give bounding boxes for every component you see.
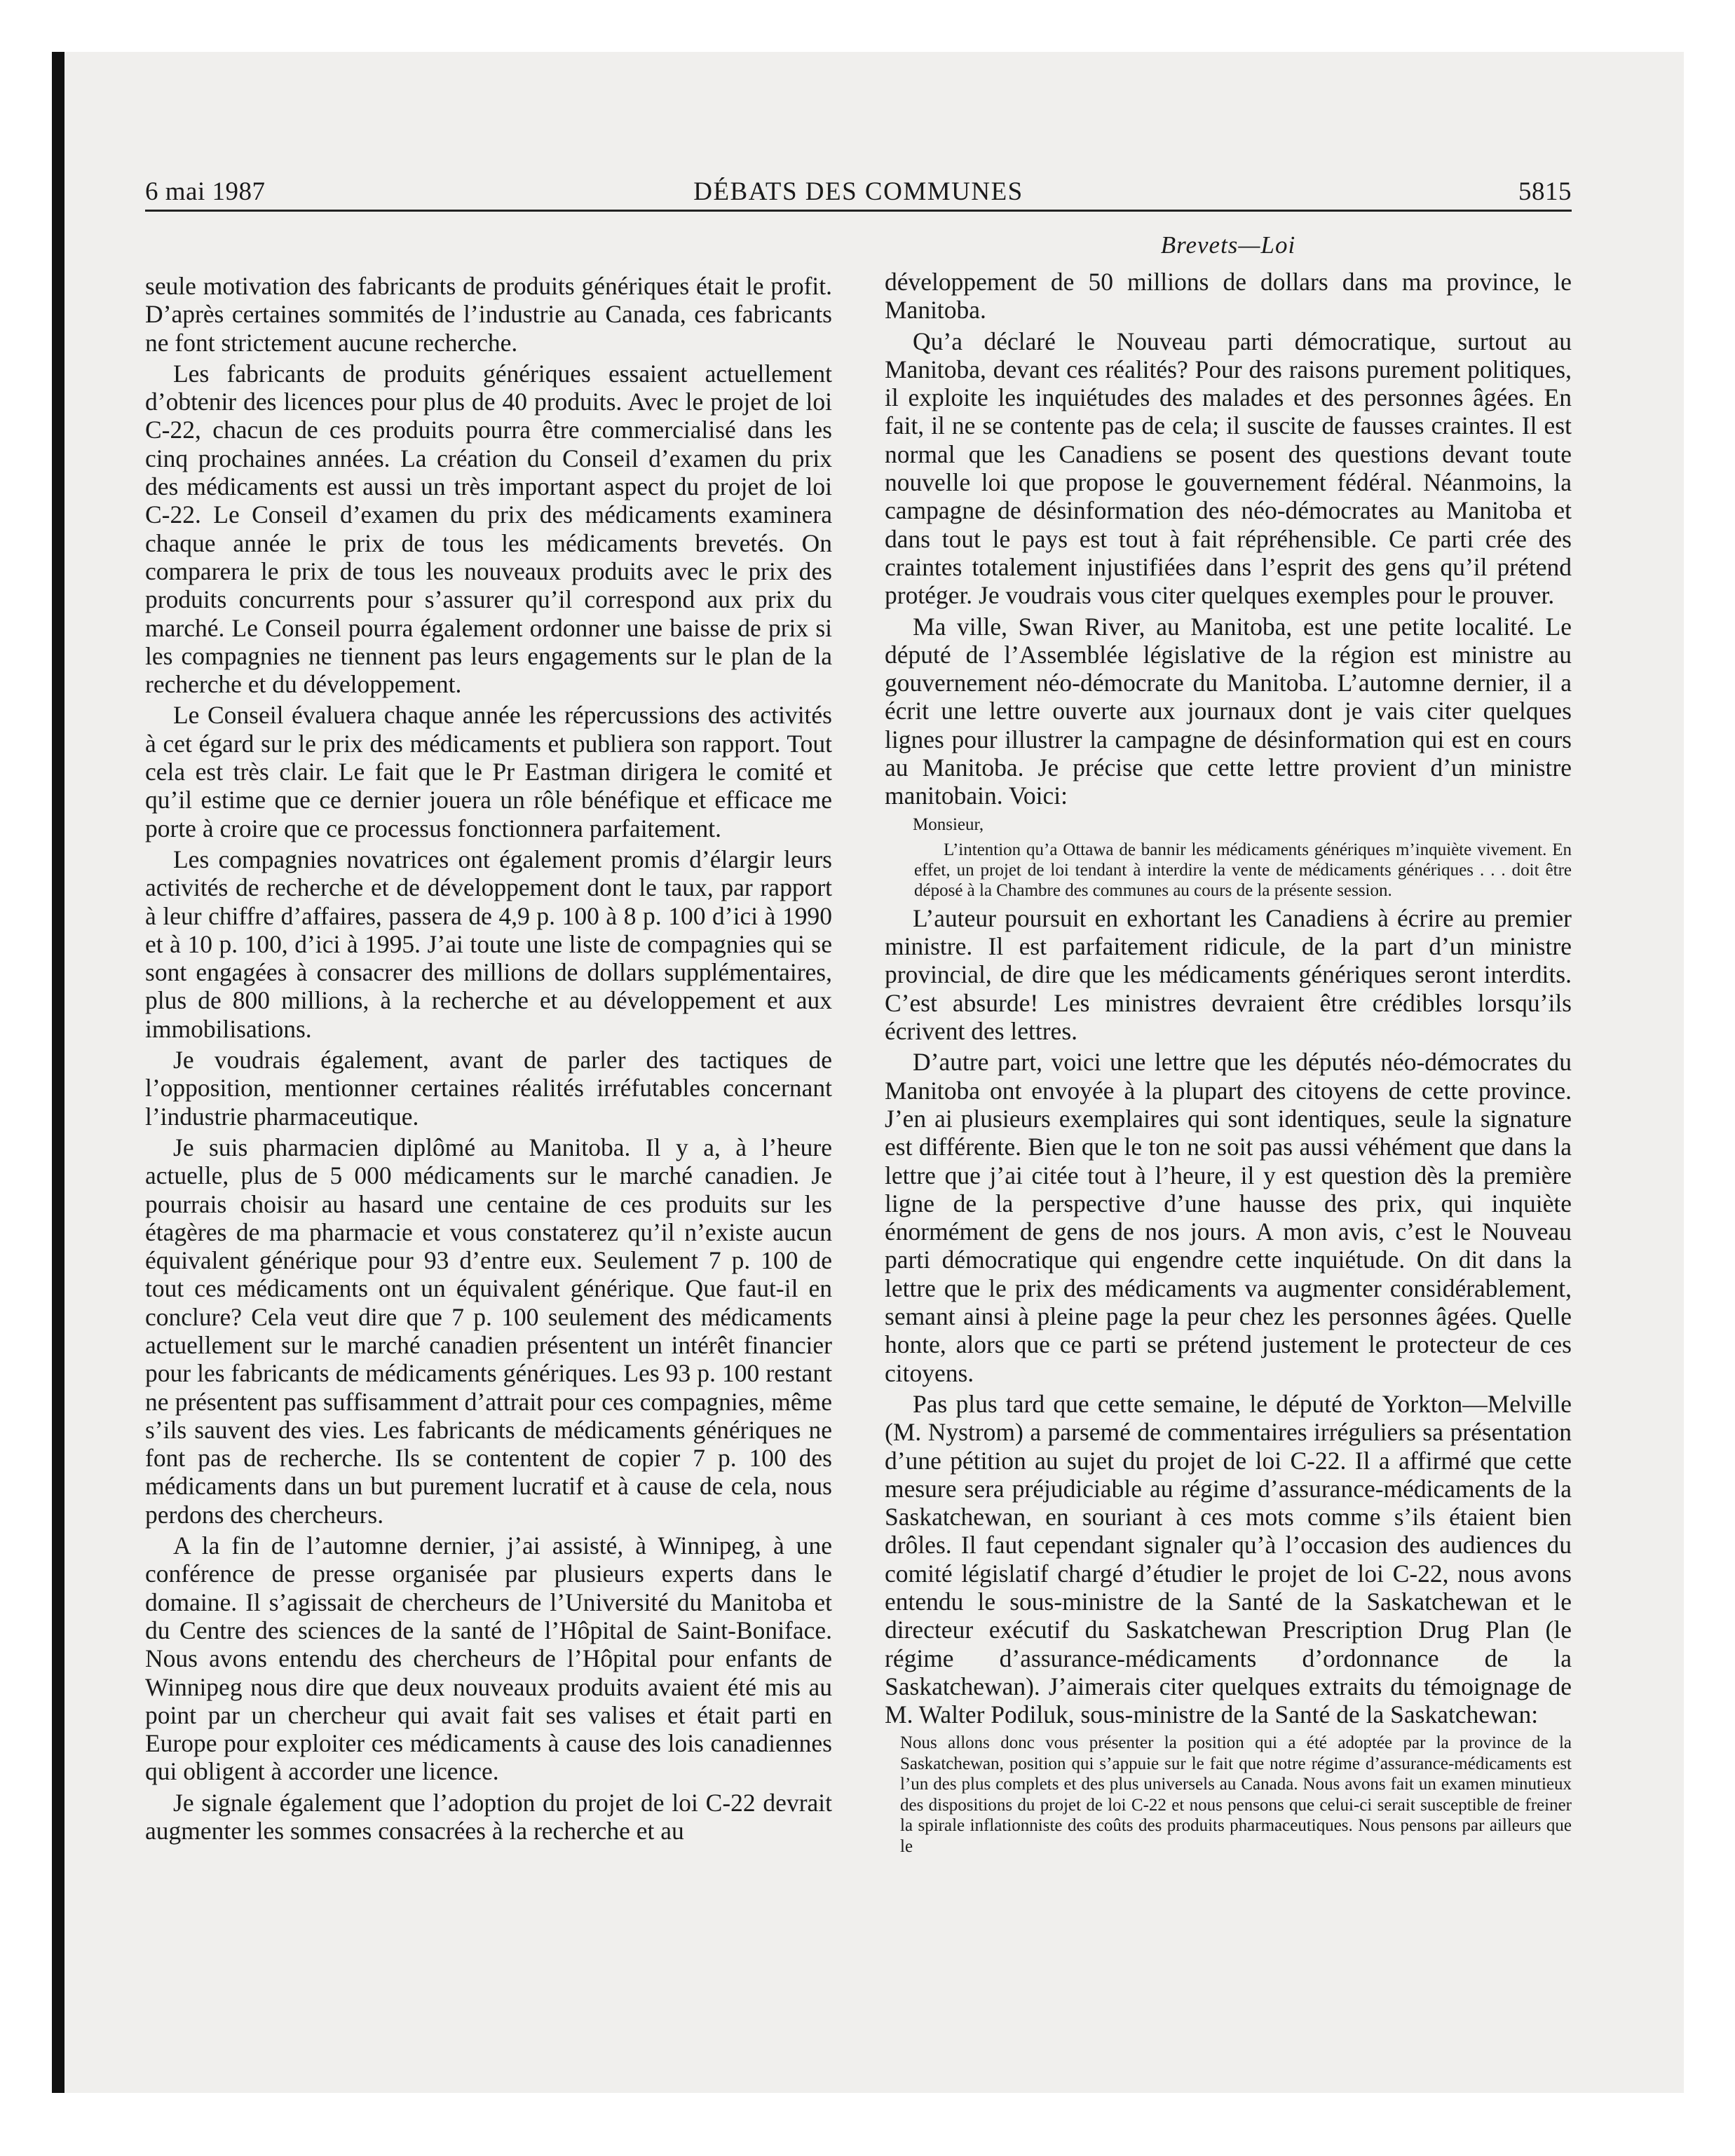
paragraph: Je signale également que l’adoption du projet de loi C-22 devrait augmenter les sommes consacrées à la recherche et au — [145, 1788, 832, 1845]
paragraph: Ma ville, Swan River, au Manitoba, est une petite localité. Le député de l’Assemblée législative de la région est ministre au gouvernement néo-démocrate du Manitoba. L’automne dernier, il a écrit une lettre ouverte aux journaux dont je vais citer quelques lignes pour illustrer la campagne de désinformation qui est en cours au Manitoba. Je précise que cette lettre provient d’un ministre manitobain. Voici: — [885, 612, 1572, 810]
header-title: DÉBATS DES COMMUNES — [693, 177, 1023, 206]
header-date: 6 mai 1987 — [145, 177, 266, 206]
paragraph: Pas plus tard que cette semaine, le député de Yorkton—Melville (M. Nystrom) a parsemé de commentaires irréguliers sa présentation d’une pétition au sujet du projet de loi C-22. Il a affirmé que cette mesure sera préjudiciable au régime d’assurance-médicaments de la Saskatchewan, en souriant à ces mots comme s’ils étaient bien drôles. Il faut cependant signaler qu’à l’occasion des audiences du comité législatif chargé d’étudier le projet de loi C-22, nous avons entendu le sous-ministre de la Santé de la Saskatchewan et le directeur exécutif du Saskatchewan Prescription Drug Plan (le régime d’assurance-médicaments d’ordonnance de la Saskatchewan). J’aimerais citer quelques extraits du témoignage de M. Walter Podiluk, sous-ministre de la Santé de la Saskatchewan: — [885, 1389, 1572, 1729]
binding-shadow — [52, 52, 64, 2093]
quote-salutation: Monsieur, — [913, 814, 984, 834]
page-header — [145, 177, 1572, 210]
paragraph: A la fin de l’automne dernier, j’ai assisté, à Winnipeg, à une conférence de presse organisée par plusieurs experts dans le domaine. Il s’agissait de chercheurs de l’Université du Manitoba et du Centre des sciences de la santé de l’Hôpital de Saint-Boniface. Nous avons entendu des chercheurs de l’Hôpital pour enfants de Winnipeg nous dire que deux nouveaux produits avaient été mis au point par un chercheur qui avait fait ses valises et était parti en Europe pour exploiter ces médicaments à cause des lois canadiennes qui obligent à accorder une licence. — [145, 1531, 832, 1786]
block-quote: L’intention qu’a Ottawa de bannir les médicaments génériques m’inquiète vivement. En effet, un projet de loi tendant à interdire la vente de médicaments génériques . . . doit être déposé à la Chambre des communes au cours de la présente session. — [914, 840, 1572, 901]
left-column — [145, 272, 832, 2031]
right-column — [885, 268, 1572, 2027]
section-title: Brevets—Loi — [1160, 231, 1296, 259]
paragraph: Le Conseil évaluera chaque année les répercussions des activités à cet égard sur le prix des médicaments et publiera son rapport. Tout cela est très clair. Le fait que le Pr Eastman dirigera le comité et qu’il estime que ce dernier jouera un rôle bénéfique et efficace me porte à croire que ce processus fonctionnera parfaitement. — [145, 701, 832, 842]
paragraph: seule motivation des fabricants de produits génériques était le profit. D’après certaines sommités de l’industrie au Canada, ces fabricants ne font strictement aucune recherche. — [145, 272, 832, 357]
paragraph: Qu’a déclaré le Nouveau parti démocratique, surtout au Manitoba, devant ces réalités? Pour des raisons purement politiques, il exploite les inquiétudes des malades et des personnes âgées. En fait, il ne se contente pas de cela; il suscite de fausses craintes. Il est normal que les Canadiens se posent des questions devant toute nouvelle loi que propose le gouvernement fédéral. Néanmoins, la campagne de désinformation des néo-démocrates au Manitoba et dans tout le pays est tout à fait répréhensible. Ce parti crée des craintes totalement injustifiées dans l’esprit des gens qu’il prétend protéger. Je voudrais vous citer quelques exemples pour le prouver. — [885, 327, 1572, 610]
block-quote: Nous allons donc vous présenter la position qui a été adoptée par la province de la Saskatchewan, position qui s’appuie sur le fait que notre régime d’assurance-médicaments est l’un des plus complets et des plus universels au Canada. Nous avons fait un examen minutieux des dispositions du projet de loi C-22 et nous pensons que celui-ci serait susceptible de freiner la spirale inflationniste des coûts des produits pharmaceutiques. Nous pensons par ailleurs que le — [900, 1733, 1572, 1856]
paragraph: Je suis pharmacien diplômé au Manitoba. Il y a, à l’heure actuelle, plus de 5 000 médicaments sur le marché canadien. Je pourrais choisir au hasard une centaine de ces produits sur les étagères de ma pharmacie et vous constaterez qu’il n’existe aucun équivalent générique pour 93 d’entre eux. Seulement 7 p. 100 de tout ces médicaments ont un équivalent générique. Que faut-il en conclure? Cela veut dire que 7 p. 100 seulement des médicaments actuellement sur le marché canadien présentent un intérêt financier pour les fabricants de médicaments génériques. Les 93 p. 100 restant ne présentent pas suffisamment d’attrait pour ces compagnies, même s’ils sauvent des vies. Les fabricants de médicaments génériques ne font pas de recherche. Ils se contentent de copier 7 p. 100 des médicaments dans un but purement lucratif et à cause de cela, nous perdons des chercheurs. — [145, 1133, 832, 1529]
header-page-number: 5815 — [1518, 177, 1572, 206]
paragraph: D’autre part, voici une lettre que les députés néo-démocrates du Manitoba ont envoyée à la plupart des citoyens de cette province. J’en ai plusieurs exemplaires qui sont identiques, seule la signature est différente. Bien que le ton ne soit pas aussi véhément que dans la lettre que j’ai citée tout à l’heure, il y est question dès la première ligne de la perspective d’une hausse des prix, qui inquiète énormément de gens de nos jours. A mon avis, c’est le Nouveau parti démocratique qui engendre cette inquiétude. On dit dans la lettre que le prix des médicaments va augmenter considérablement, semant ainsi à pleine page la peur chez les personnes âgées. Quelle honte, alors que ce parti se prétend justement le protecteur de ces citoyens. — [885, 1048, 1572, 1387]
header-rule — [145, 210, 1572, 212]
paragraph: Je voudrais également, avant de parler des tactiques de l’opposition, mentionner certaines réalités irréfutables concernant l’industrie pharmaceutique. — [145, 1046, 832, 1131]
paragraph: Les compagnies novatrices ont également promis d’élargir leurs activités de recherche et de développement dont le taux, par rapport à leur chiffre d’affaires, passera de 4,9 p. 100 à 8 p. 100 d’ici à 1990 et à 10 p. 100, d’ici à 1995. J’ai toute une liste de compagnies qui se sont engagées à consacrer des millions de dollars supplémentaires, plus de 800 millions, à la recherche et au développement et aux immobilisations. — [145, 845, 832, 1043]
paragraph: L’auteur poursuit en exhortant les Canadiens à écrire au premier ministre. Il est parfaitement ridicule, de la part d’un ministre provincial, de dire que les médicaments génériques seront interdits. C’est absurde! Les ministres devraient être crédibles lorsqu’ils écrivent des lettres. — [885, 903, 1572, 1046]
paragraph: Les fabricants de produits génériques essaient actuellement d’obtenir des licences pour plus de 40 produits. Avec le projet de loi C-22, chacun de ces produits pourra être commercialisé dans les cinq prochaines années. La création du Conseil d’examen du prix des médicaments est aussi un très important aspect du projet de loi C-22. Le Conseil d’examen du prix des médicaments examinera chaque année le prix de tous les médicaments brevetés. On comparera le prix de tous les nouveaux produits avec le prix des produits concurrents pour s’assurer qu’il correspond aux prix du marché. Le Conseil pourra également ordonner une baisse de prix si les compagnies ne tiennent pas leurs engagements sur le plan de la recherche et du développement. — [145, 359, 832, 699]
paragraph: développement de 50 millions de dollars dans ma province, le Manitoba. — [885, 268, 1572, 325]
